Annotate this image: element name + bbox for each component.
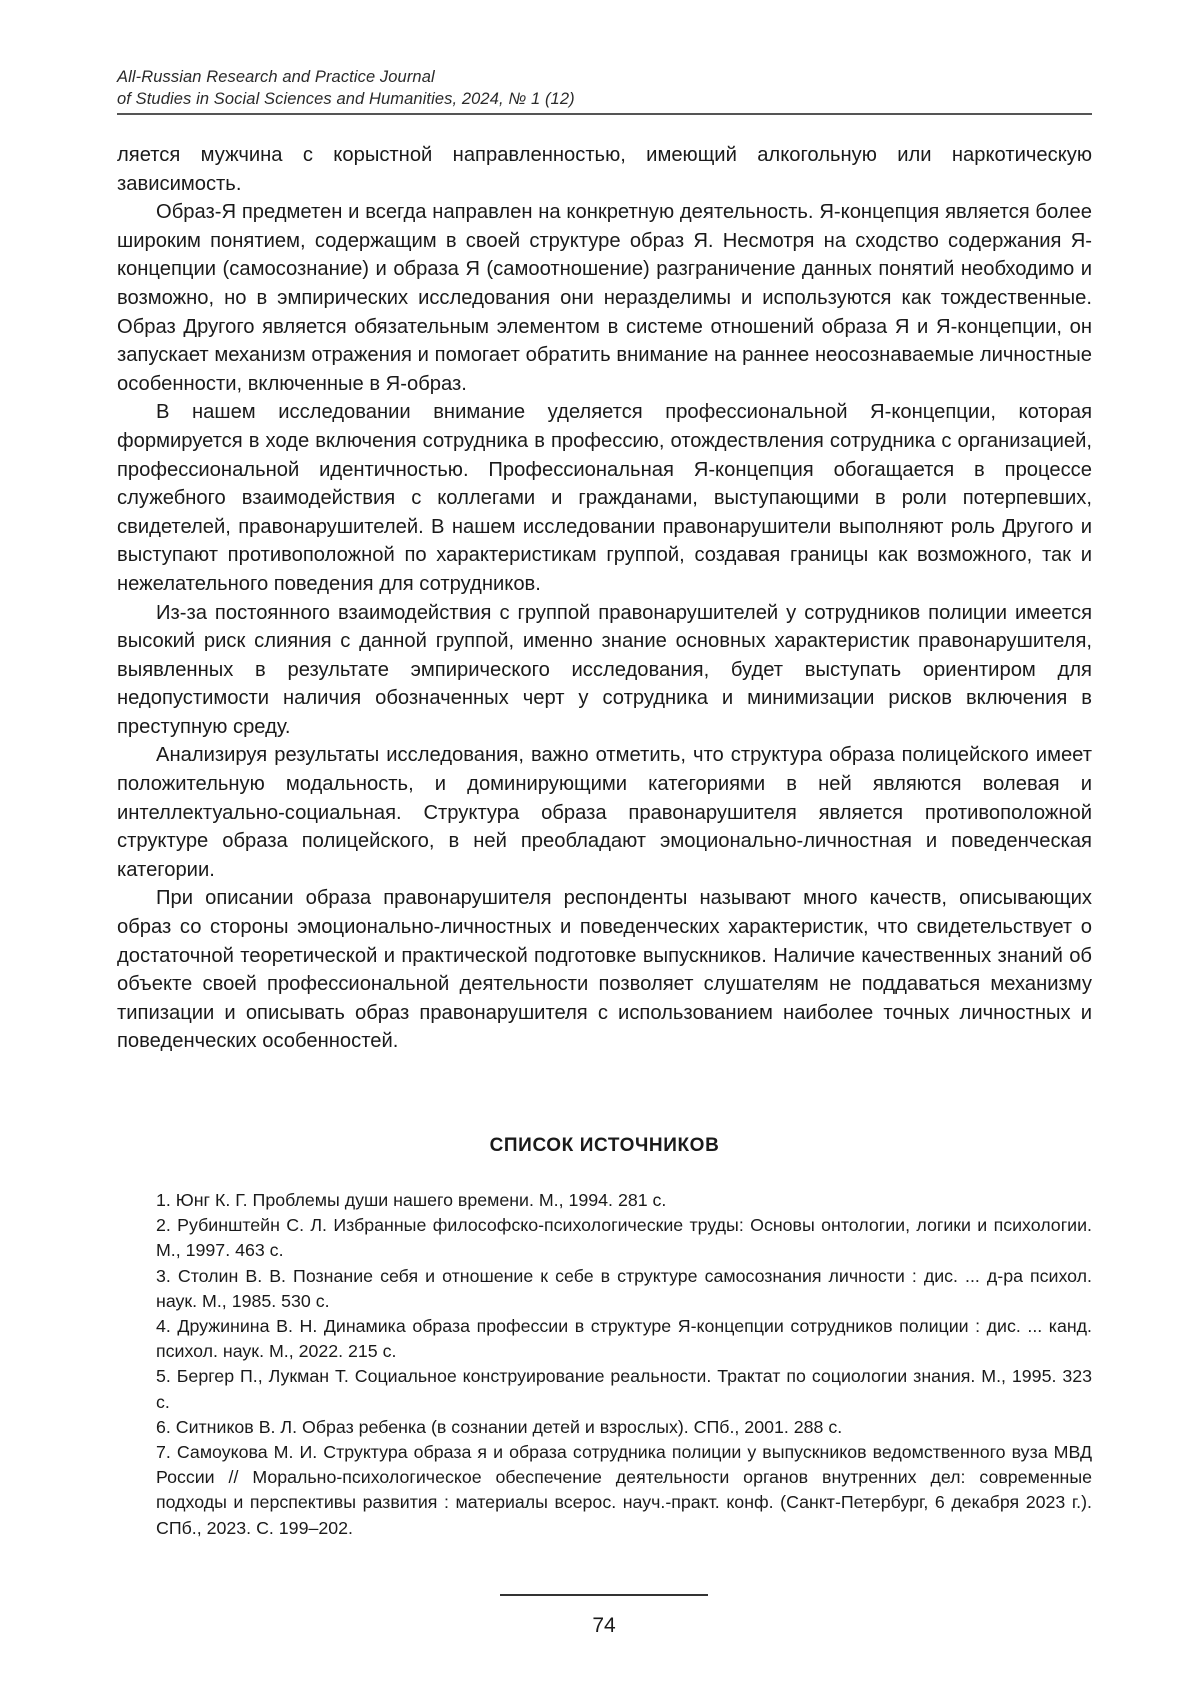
reference-item: 5. Бергер П., Лукман Т. Социальное конструирование реальности. Трактат по социологии знания. М., 1995. 323 с. xyxy=(156,1366,1092,1412)
header-divider xyxy=(117,113,1092,115)
references-list xyxy=(156,1188,1092,1541)
paragraph: Образ-Я предметен и всегда направлен на конкретную деятельность. Я-концепция является более широким понятием, содержащим в своей структуре образ Я. Несмотря на сходство содержания Я-концепции (самосознание) и образа Я (самоотношение) разграничение данных понятий необходимо и возможно, но в эмпирических исследования они неразделимы и используются как тождественные. Образ Другого является обязательным элементом в системе отношений образа Я и Я-концепции, он запускает механизм отражения и помогает обратить внимание на раннее неосознаваемые личностные особенности, включенные в Я-образ. xyxy=(117,201,1092,395)
paragraph: В нашем исследовании внимание уделяется профессиональной Я-концепции, которая формируется в ходе включения сотрудника в профессию, отождествления сотрудника с организацией, профессиональной идентичностью. Профессиональная Я-концепция обогащается в процессе служебного взаимодействия с коллегами и гражданами, выступающими в роли потерпевших, свидетелей, правонарушителей. В нашем исследовании правонарушители выполняют роль Другого и выступают противоположной по характеристикам группой, создавая границы как возможного, так и нежелательного поведения для сотрудников. xyxy=(117,401,1092,595)
page-number: 74 xyxy=(592,1614,616,1637)
reference-item: 6. Ситников В. Л. Образ ребенка (в сознании детей и взрослых). СПб., 2001. 288 с. xyxy=(156,1416,843,1437)
reference-item: 1. Юнг К. Г. Проблемы души нашего времени. М., 1994. 281 с. xyxy=(156,1190,667,1210)
paragraph: Анализируя результаты исследования, важно отметить, что структура образа полицейского имеет положительную модальность, и доминирующими категориями в ней являются волевая и интеллектуально-социальная. Структура образа правонарушителя является противоположной структуре образа полицейского, в ней преобладают эмоционально-личностная и поведенческая категории. xyxy=(117,744,1092,881)
paragraph: При описании образа правонарушителя респонденты называют много качеств, описывающих образ со стороны эмоционально-личностных и поведенческих характеристик, что свидетельствует о достаточной теоретической и практической подготовке выпускников. Наличие качественных знаний об объекте своей профессиональной деятельности позволяет слушателям не поддаваться механизму типизации и описывать образ правонарушителя с использованием наиболее точных личностных и поведенческих особенностей. xyxy=(117,887,1092,1053)
paragraph-continuation: ляется мужчина с корыстной направленностью, имеющий алкогольную или наркотическую зависимость. xyxy=(117,144,1092,195)
footer-divider xyxy=(500,1594,708,1596)
paragraph: Из-за постоянного взаимодействия с группой правонарушителей у сотрудников полиции имеется высокий риск слияния с данной группой, именно знание основных характеристик правонарушителя, выявленных в результате эмпирического исследования, будет выступать ориентиром для недопустимости наличия обозначенных черт у сотрудника и минимизации рисков включения в преступную среду. xyxy=(117,601,1092,738)
journal-title-line-1: All-Russian Research and Practice Journal xyxy=(117,68,435,86)
references-heading: СПИСОК ИСТОЧНИКОВ xyxy=(489,1135,720,1156)
reference-item: 4. Дружинина В. Н. Динамика образа профессии в структуре Я-концепции сотрудников полиции : дис. ... канд. психол. наук. М., 2022. 215 с. xyxy=(156,1316,1092,1362)
reference-item: 3. Столин В. В. Познание себя и отношение к себе в структуре самосознания личности : дис. ... д-ра психол. наук. М., 1985. 530 с. xyxy=(156,1265,1092,1311)
article-body xyxy=(117,141,1092,1056)
reference-item: 2. Рубинштейн С. Л. Избранные философско-психологические труды: Основы онтологии, логики и психологии. М., 1997. 463 с. xyxy=(156,1215,1092,1261)
running-header xyxy=(117,66,1092,110)
reference-item: 7. Самоукова М. И. Структура образа я и образа сотрудника полиции у выпускников ведомственного вуза МВД России // Морально-психологическое обеспечение деятельности органов внутренних дел: современные подходы и перспективы развития : материалы всерос. науч.-практ. конф. (Санкт-Петербург, 6 декабря 2023 г.). СПб., 2023. С. 199–202. xyxy=(156,1442,1092,1538)
journal-title-line-2: of Studies in Social Sciences and Humanities, 2024, № 1 (12) xyxy=(117,90,575,108)
